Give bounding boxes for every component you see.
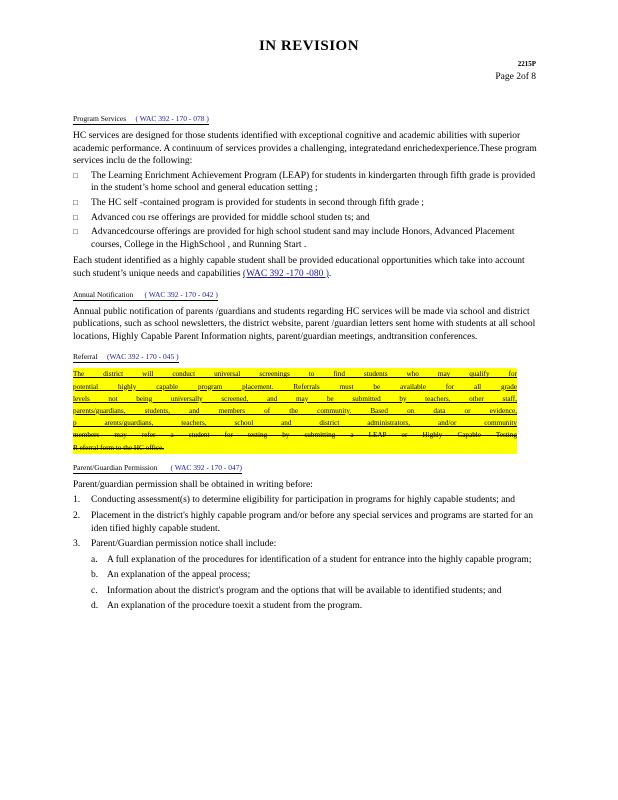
closing-period: . bbox=[328, 268, 332, 279]
bullet-text: Advancedcourse offerings are provided for high school student sand may include Honors, Advanced Placement courses, College in the HighSchool , and Running Start . bbox=[91, 227, 515, 250]
list-item bbox=[91, 585, 541, 598]
page-number: Page 2of 8 bbox=[495, 72, 536, 82]
referral-line: The district will conduct universal screenings to find students who may qualify for bbox=[73, 370, 517, 379]
list-item bbox=[73, 226, 541, 251]
referral-struck-line: members may refer a student for testing by submitting a LEAP or Highly Capable Testing bbox=[73, 431, 517, 440]
referral-heading bbox=[73, 351, 179, 363]
program-services-intro: HC services are designed for those students identified with exceptional cognitive and academic abilities with superior academic performance. A continuum of services provides a challenging, integratedand enrichedexperience.These program services inclu de the following: bbox=[73, 131, 537, 167]
referral-line: levels not being universally screened, and may be submitted by teachers, other staff, bbox=[73, 394, 517, 403]
permission-wac-ref: ( WAC 392 - 170 - 047) bbox=[170, 462, 243, 472]
permission-section bbox=[73, 462, 541, 613]
referral-line: p arents/guardians, teachers, school and district administrators, and/or community bbox=[73, 419, 517, 428]
permission-heading-label: Parent/Guardian Permission bbox=[73, 462, 158, 472]
referral-struck-line: R eferral form to the HC office. bbox=[73, 443, 165, 452]
checkbox-bullet-icon: □ bbox=[73, 170, 78, 180]
bullet-text: The HC self -contained program is provided for students in second through fifth grade ; bbox=[91, 197, 424, 208]
subitem-letter: d. bbox=[91, 601, 99, 612]
referral-highlighted-text bbox=[73, 368, 517, 453]
program-services-wac-ref: ( WAC 392 - 170 - 078 ) bbox=[135, 114, 209, 123]
subitem-letter: c. bbox=[91, 585, 98, 596]
closing-text: Each student identified as a highly capable student shall be provided educational opportunities which take into account such student’s unique needs and capabilities bbox=[73, 256, 525, 279]
document-body bbox=[73, 113, 541, 621]
policy-number: 2215P bbox=[517, 60, 536, 68]
list-item bbox=[73, 197, 541, 210]
page-title: IN REVISION bbox=[258, 38, 360, 54]
annual-notification-wac-ref: ( WAC 392 - 170 - 042 ) bbox=[144, 289, 218, 299]
program-services-heading bbox=[73, 113, 209, 125]
list-item bbox=[91, 554, 541, 567]
program-services-heading-label: Program Services bbox=[73, 114, 127, 123]
annual-notification-section bbox=[73, 289, 541, 344]
referral-heading-label: Referral bbox=[73, 352, 98, 362]
checkbox-bullet-icon: □ bbox=[73, 227, 78, 237]
list-item bbox=[73, 212, 541, 225]
referral-line: potential highly capable program placement. Referrals must be available for all grade bbox=[73, 382, 517, 391]
referral-section bbox=[73, 351, 541, 453]
subitem-text: A full explanation of the procedures for identification of a student for entrance into the highly capable program; bbox=[107, 554, 532, 565]
item-text: Conducting assessment(s) to determine eligibility for participation in programs for highly capable students; and bbox=[91, 495, 515, 506]
permission-intro: Parent/guardian permission shall be obtained in writing before: bbox=[73, 479, 313, 490]
item-number: 1. bbox=[73, 495, 81, 506]
referral-wac-ref: (WAC 392 - 170 - 045 ) bbox=[106, 352, 179, 362]
checkbox-bullet-icon: □ bbox=[73, 197, 78, 207]
list-item bbox=[73, 170, 541, 195]
checkbox-bullet-icon: □ bbox=[73, 212, 78, 222]
annual-notification-heading-label: Annual Notification bbox=[73, 289, 134, 299]
program-services-section bbox=[73, 113, 541, 281]
subitem-text: An explanation of the procedure toexit a student from the program. bbox=[107, 601, 363, 612]
wac-link[interactable]: (WAC 392 -170 -080 ) bbox=[242, 268, 329, 279]
program-services-closing bbox=[73, 255, 541, 280]
item-text: Placement in the district's highly capable program and/or before any special services and programs are started for an iden tified highly capable student. bbox=[91, 510, 533, 534]
referral-line: parents/guardians, students, and members of the community. Based on data or evidence, bbox=[73, 406, 517, 415]
list-item bbox=[73, 510, 541, 535]
bullet-text: The Learning Enrichment Achievement Program (LEAP) for students in kindergarten through fifth grade is provided in the student’s home school and general education setting ; bbox=[91, 170, 536, 194]
subitem-letter: b. bbox=[91, 570, 99, 581]
bullet-text: Advanced cou rse offerings are provided for middle school studen ts; and bbox=[91, 212, 370, 223]
list-item bbox=[91, 600, 541, 613]
list-item bbox=[91, 569, 541, 582]
annual-notification-heading bbox=[73, 289, 218, 301]
item-number: 3. bbox=[73, 539, 81, 550]
subitem-letter: a. bbox=[91, 554, 98, 565]
annual-notification-body: Annual public notification of parents /guardians and students regarding HC services will be made via school and district publications, such as school newsletters, the district website, parent /guardian letters sent home with students at all school locations, Highly Capable Parent Information nights, parent/guardian meetings, andtransition conferences. bbox=[73, 306, 536, 342]
permission-heading bbox=[73, 462, 242, 474]
subitem-text: Information about the district's program and the options that will be available to identified students; and bbox=[107, 585, 502, 596]
item-number: 2. bbox=[73, 510, 81, 521]
item-text: Parent/Guardian permission notice shall include: bbox=[91, 539, 277, 550]
subitem-text: An explanation of the appeal process; bbox=[107, 570, 251, 581]
list-item bbox=[73, 538, 541, 551]
list-item bbox=[73, 494, 541, 507]
